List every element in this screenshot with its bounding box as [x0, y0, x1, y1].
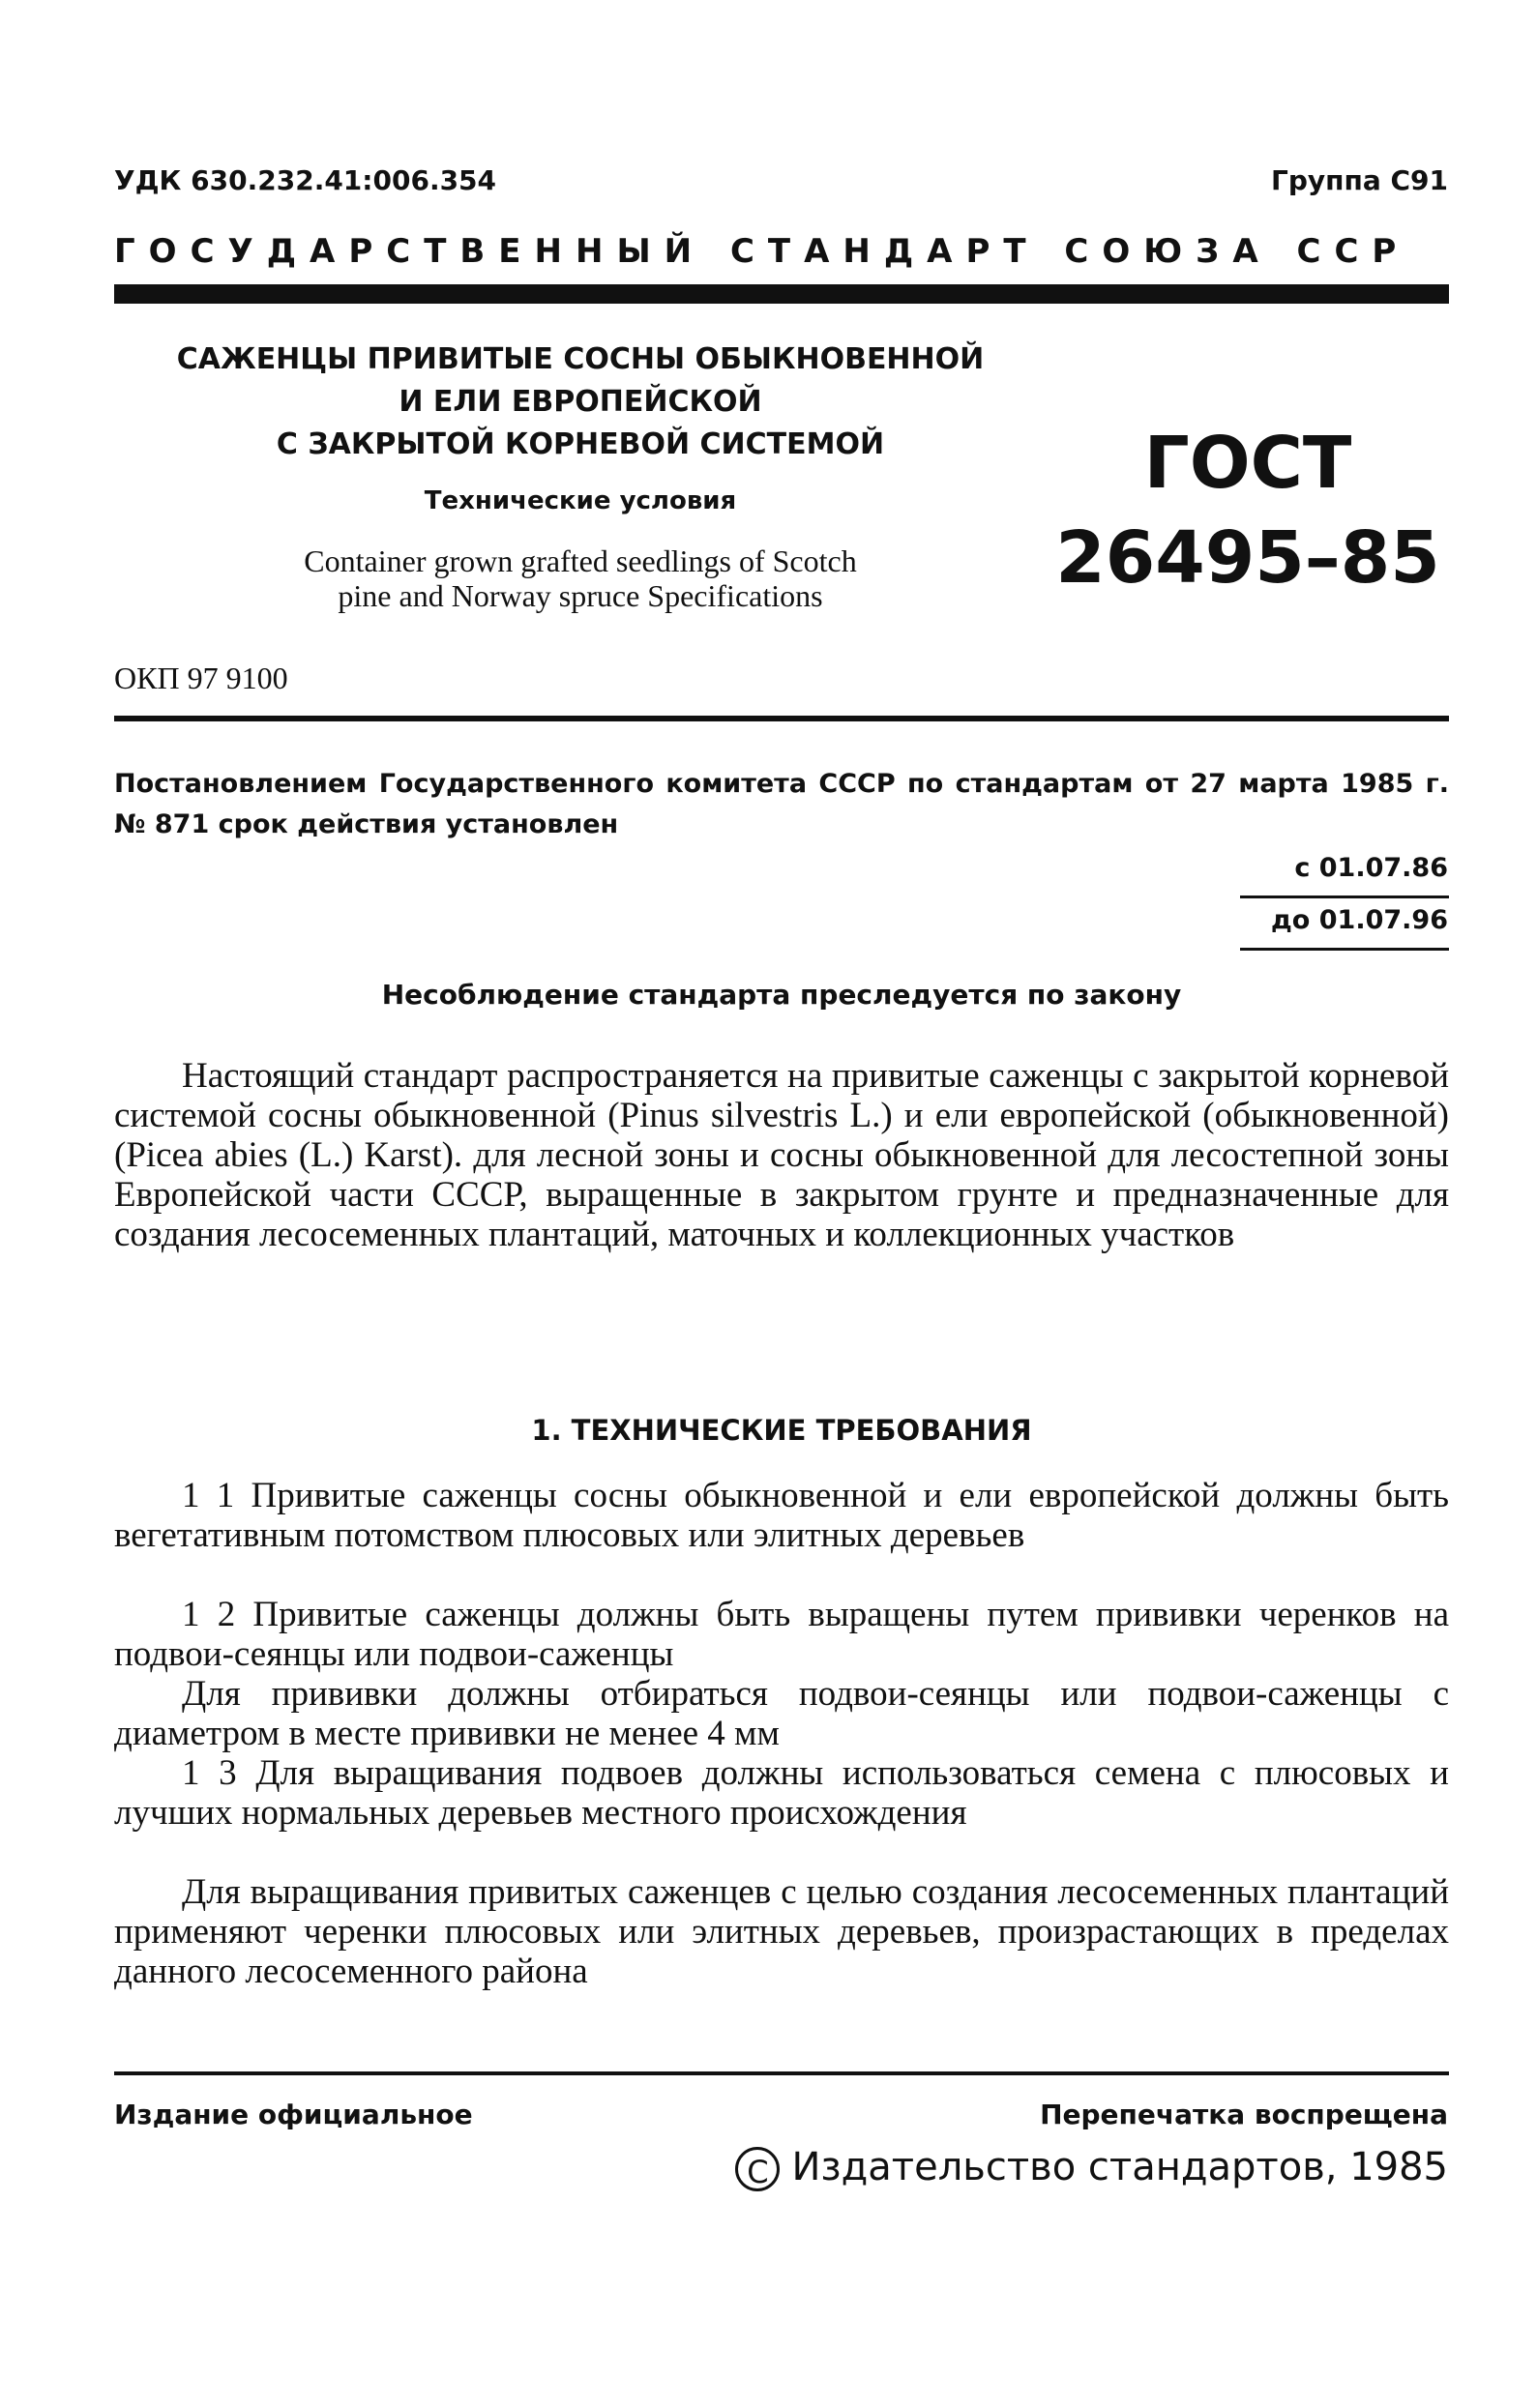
- validity-rule: [1240, 896, 1449, 898]
- copyright-icon: C: [735, 2147, 780, 2191]
- title-line: С ЗАКРЫТОЙ КОРНЕВОЙ СИСТЕМОЙ: [276, 427, 885, 461]
- title-line: САЖЕНЦЫ ПРИВИТЫЕ СОСНЫ ОБЫКНОВЕННОЙ: [176, 342, 985, 376]
- document-title: [164, 338, 996, 466]
- edition-note: Издание официальное: [114, 2099, 473, 2130]
- clause-1-3: 1 3 Для выращивания подвоев должны использоваться семена с плюсовых и лучших нормальных деревьев местного происхождения: [114, 1753, 1449, 1833]
- validity-from: с 01.07.86: [1294, 853, 1448, 883]
- reprint-note: Перепечатка воспрещена: [1040, 2099, 1448, 2130]
- gost-label: ГОСТ: [1143, 422, 1352, 505]
- section-heading: 1. ТЕХНИЧЕСКИЕ ТРЕБОВАНИЯ: [531, 1414, 1032, 1447]
- publisher-line: [735, 2145, 1448, 2191]
- okp-code: ОКП 97 9100: [114, 661, 288, 695]
- header-divider: [114, 284, 1449, 304]
- document-subtitle: Технические условия: [424, 486, 737, 515]
- gost-designation: [1054, 416, 1441, 605]
- validity-rule: [1240, 948, 1449, 951]
- gost-number: 26495–85: [1055, 516, 1440, 600]
- legal-warning: Несоблюдение стандарта преследуется по закону: [381, 979, 1182, 1011]
- clause-1-2-continued: Для прививки должны отбираться подвои-сеянцы или подвои-саженцы с диаметром в месте прививки не менее 4 мм: [114, 1674, 1449, 1753]
- validity-to: до 01.07.96: [1271, 905, 1448, 935]
- english-title-line: Container grown grafted seedlings of Scotch: [304, 543, 857, 578]
- group-code: Группа С91: [1271, 164, 1448, 196]
- english-title: [164, 543, 996, 613]
- udk-code: УДК 630.232.41:006.354: [114, 164, 497, 196]
- decree-text: Постановлением Государственного комитета СССР по стандартам от 27 марта 1985 г. № 871 срок действия установлен: [114, 769, 1449, 839]
- english-title-line: pine and Norway spruce Specifications: [338, 578, 823, 613]
- divider: [114, 716, 1449, 721]
- state-standard-banner: ГОСУДАРСТВЕННЫЙ СТАНДАРТ СОЮЗА ССР: [114, 232, 1410, 271]
- publisher-name: Издательство стандартов, 1985: [791, 2145, 1448, 2189]
- footer-divider: [114, 2071, 1449, 2075]
- clause-1-3-continued: Для выращивания привитых саженцев с целью создания лесосеменных плантаций применяют черенки плюсовых или элитных деревьев, произрастающих в пределах данного лесосеменного района: [114, 1872, 1449, 1991]
- title-line: И ЕЛИ ЕВРОПЕЙСКОЙ: [399, 385, 762, 419]
- clause-1-1: 1 1 Привитые саженцы сосны обыкновенной и ели европейской должны быть вегетативным потомством плюсовых или элитных деревьев: [114, 1476, 1449, 1555]
- clause-1-2: 1 2 Привитые саженцы должны быть выращены путем прививки черенков на подвои-сеянцы или подвои-саженцы: [114, 1595, 1449, 1674]
- intro-paragraph: Настоящий стандарт распространяется на привитые саженцы с закрытой корневой системой сосны обыкновенной (Pinus silvestris L.) и ели европейской (обыкновенной) (Picea abies (L.) Karst). для лесной зоны и сосны обыкновенной для лесостепной зоны Европейской части СССР, выращенные в закрытом грунте и предназначенные для создания лесосеменных плантаций, маточных и коллекционных участков: [114, 1056, 1449, 1254]
